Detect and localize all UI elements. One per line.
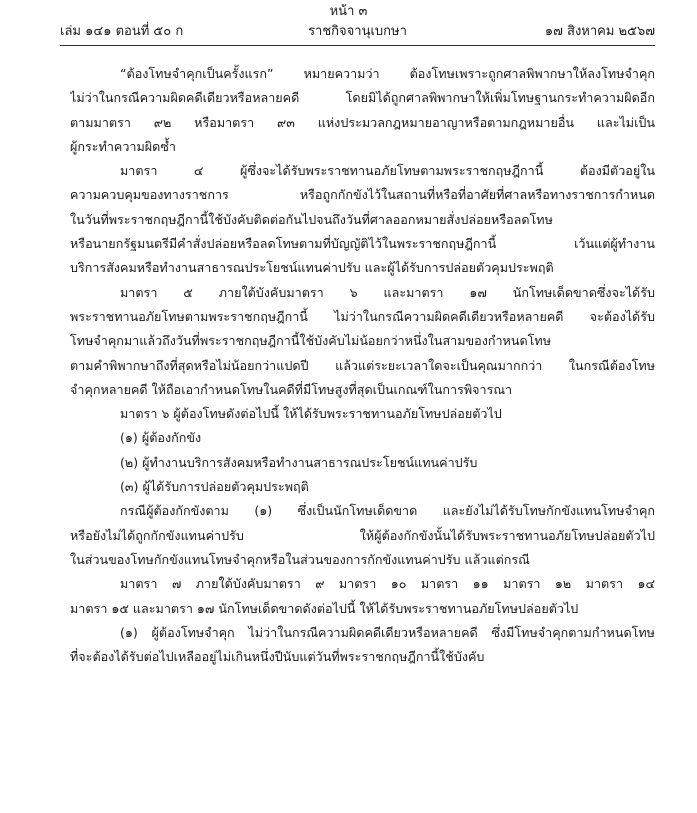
text-line: พระราชทานอภัยโทษตามพระราชกฤษฎีกานี้ ไม่ว่าในกรณีความผิดคดีเดียวหรือหลายคดี จะต้องได้รับ [70, 308, 655, 324]
section-4-heading-line: มาตรา ๔ ผู้ซึ่งจะได้รับพระราชทานอภัยโทษตามพระราชกฤษฎีกานี้ ต้องมีตัวอยู่ใน [120, 163, 655, 179]
section-5-heading-line: มาตรา ๕ ภายใต้บังคับมาตรา ๖ และมาตรา ๑๗ นักโทษเด็ดขาดซึ่งจะได้รับ [120, 284, 655, 300]
gazette-name: ราชกิจจานุเบกษา [308, 24, 407, 39]
text-line: โทษจำคุกมาแล้วถึงวันที่พระราชกฤษฎีกานี้ใช้บังคับไม่น้อยกว่าหนึ่งในสามของกำหนดโทษ [70, 333, 551, 349]
text-line: “ต้องโทษจำคุกเป็นครั้งแรก” หมายความว่า ต้องโทษเพราะถูกศาลพิพากษาให้ลงโทษจำคุก [120, 66, 655, 81]
running-header [60, 22, 655, 44]
text-line: จำคุกหลายคดี ให้ถือเอากำหนดโทษในคดีที่มีโทษสูงที่สุดเป็นเกณฑ์ในการพิจารณา [70, 381, 513, 397]
text-line: ความควบคุมของทางราชการ หรือถูกกักขังไว้ในสถานที่หรือที่อาศัยที่ศาลหรือทางราชการกำหนด [70, 187, 655, 203]
section-6-heading-line: มาตรา ๖ ผู้ต้องโทษดังต่อไปนี้ ให้ได้รับพระราชทานอภัยโทษปล่อยตัวไป [120, 406, 502, 422]
list-item: (๒) ผู้ทำงานบริการสังคมหรือทำงานสาธารณประโยชน์แทนค่าปรับ [120, 454, 478, 470]
text-line: ที่จะต้องได้รับต่อไปเหลืออยู่ไม่เกินหนึ่งปีนับแต่วันที่พระราชกฤษฎีกานี้ใช้บังคับ [70, 649, 485, 665]
volume-issue: เล่ม ๑๔๑ ตอนที่ ๕๐ ก [60, 24, 184, 39]
text-line: หรือนายกรัฐมนตรีมีคำสั่งปล่อยหรือลดโทษตามที่บัญญัติไว้ในพระราชกฤษฎีกานี้ เว้นแต่ผู้ทำงาน [70, 236, 655, 252]
text-line: ในวันที่พระราชกฤษฎีกานี้ใช้บังคับติดต่อกันไปจนถึงวันที่ศาลออกหมายสั่งปล่อยหรือลดโทษ [70, 211, 553, 227]
list-item: (๑) ผู้ต้องโทษจำคุก ไม่ว่าในกรณีความผิดคดีเดียวหรือหลายคดี ซึ่งมีโทษจำคุกตามกำหนดโทษ [120, 624, 655, 640]
publication-date: ๑๗ สิงหาคม ๒๕๖๗ [544, 24, 655, 39]
document-body [70, 62, 655, 669]
section-7-heading-line: มาตรา ๗ ภายใต้บังคับมาตรา ๙ มาตรา ๑๐ มาตรา ๑๑ มาตรา ๑๒ มาตรา ๑๔ [120, 576, 655, 592]
list-item: (๓) ผู้ได้รับการปล่อยตัวคุมประพฤติ [120, 479, 309, 495]
page-number: หน้า ๓ [329, 4, 368, 19]
text-line: บริการสังคมหรือทำงานสาธารณประโยชน์แทนค่าปรับ และผู้ได้รับการปล่อยตัวคุมประพฤติ [70, 260, 554, 276]
text-line: ในส่วนของโทษกักขังแทนโทษจำคุกหรือในส่วนของการกักขังแทนค่าปรับ แล้วแต่กรณี [70, 551, 530, 567]
text-line: ตามคำพิพากษาถึงที่สุดหรือไม่น้อยกว่าแปดปี แล้วแต่ระยะเวลาใดจะเป็นคุณมากกว่า ในกรณีต้องโทษ [70, 357, 655, 373]
header-divider [60, 45, 655, 46]
text-line: ไม่ว่าในกรณีความผิดคดีเดียวหรือหลายคดี โดยมิได้ถูกศาลพิพากษาให้เพิ่มโทษฐานกระทำความผิดอีก [70, 90, 655, 106]
text-line: มาตรา ๑๕ และมาตรา ๑๗ นักโทษเด็ดขาดดังต่อไปนี้ ให้ได้รับพระราชทานอภัยโทษปล่อยตัวไป [70, 600, 579, 616]
text-line: ตามมาตรา ๙๒ หรือมาตรา ๙๓ แห่งประมวลกฎหมายอาญาหรือตามกฎหมายอื่น และไม่เป็น [70, 114, 655, 130]
list-item: (๑) ผู้ต้องกักขัง [120, 430, 202, 446]
text-line: หรือยังไม่ได้ถูกกักขังแทนค่าปรับ ให้ผู้ต้องกักขังนั้นได้รับพระราชทานอภัยโทษปล่อยตัวไป [70, 527, 655, 543]
text-line: ผู้กระทำความผิดซ้ำ [70, 138, 176, 154]
text-line: กรณีผู้ต้องกักขังตาม (๑) ซึ่งเป็นนักโทษเด็ดขาด และยังไม่ได้รับโทษกักขังแทนโทษจำคุก [120, 503, 655, 519]
